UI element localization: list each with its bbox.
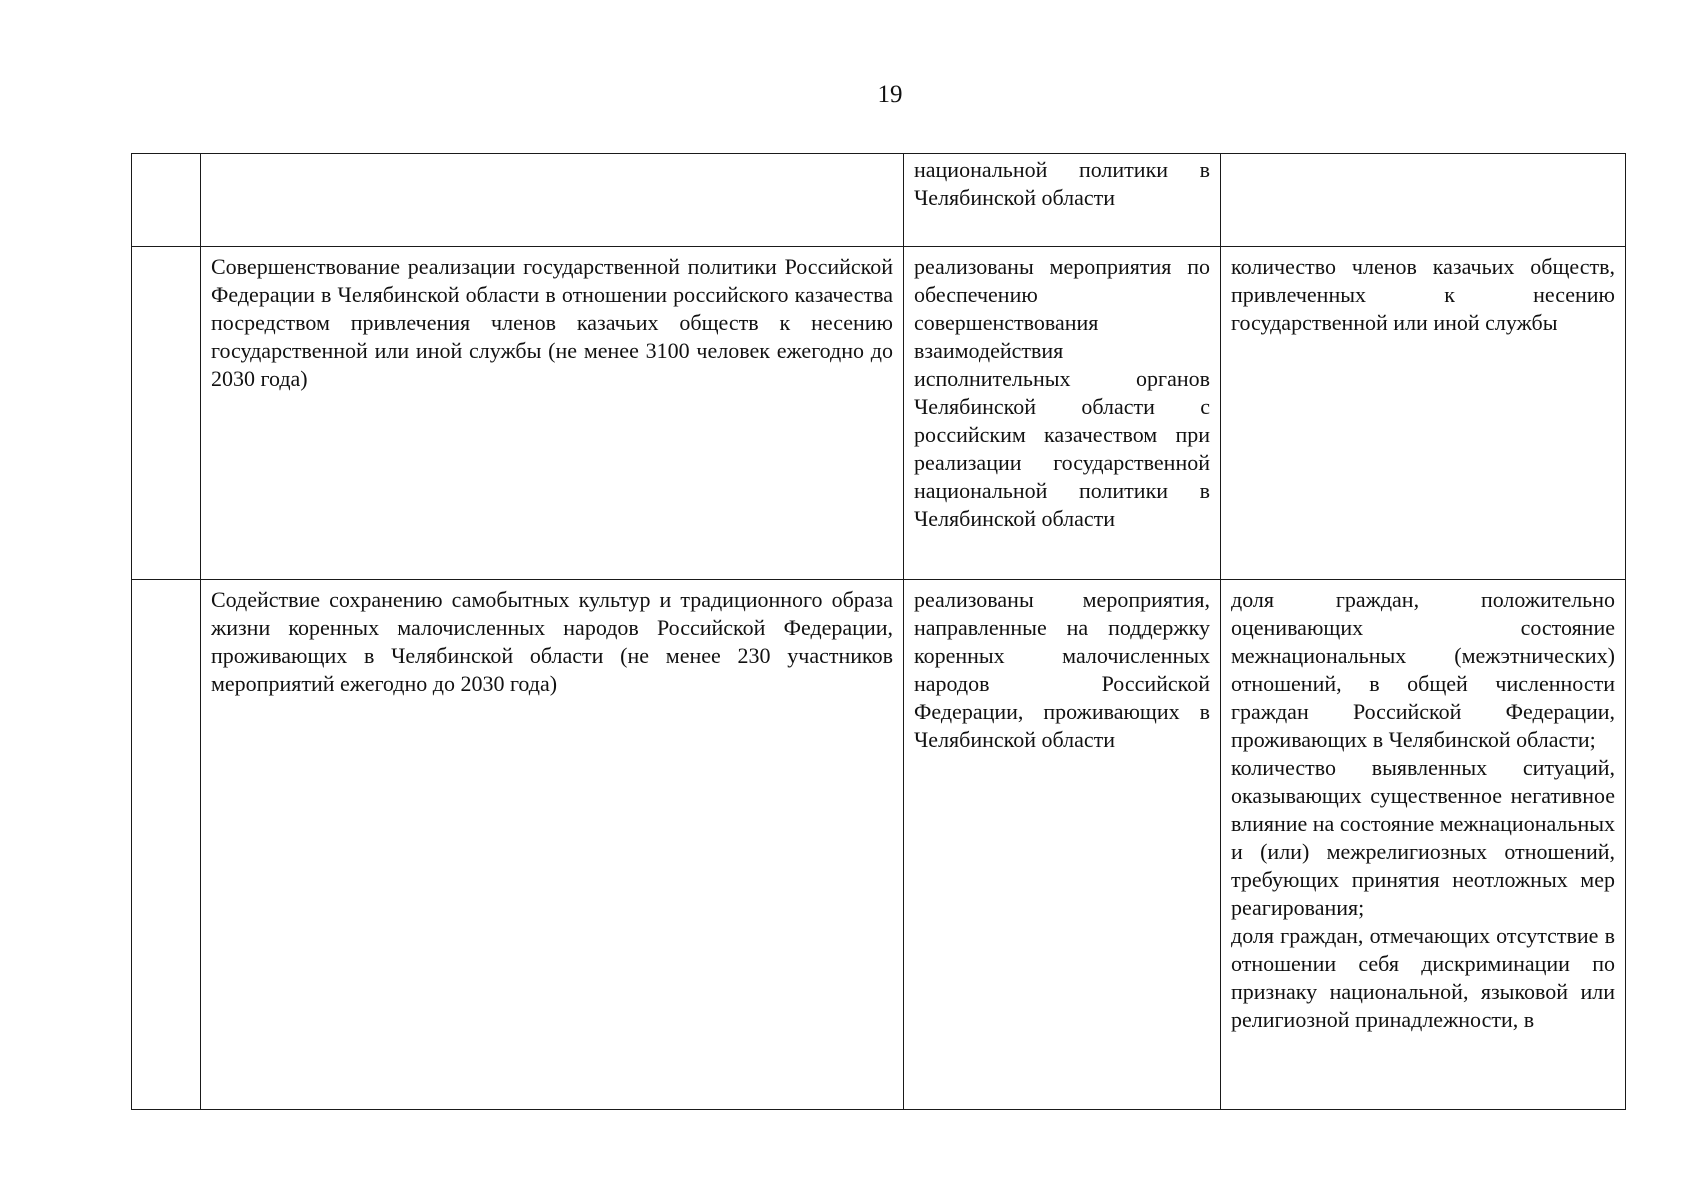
page-number: 19 [877, 81, 903, 108]
row-number-cell [132, 247, 201, 580]
result-cell [904, 247, 1221, 580]
result-cell [904, 154, 1221, 247]
indicator-text: доля граждан, отмечающих отсутствие в отношении себя дискриминации по признаку национальной, языковой или религиозной принадлежности, в [1231, 923, 1615, 1032]
goals-table [131, 153, 1626, 1110]
indicator-cell [1221, 154, 1626, 247]
goal-text: Совершенствование реализации государственной политики Российской Федерации в Челябинской области в отношении российского казачества посредством привлечения членов казачьих обществ к несению государственной или иной службы (не менее 3100 человек ежегодно до 2030 года) [211, 254, 893, 391]
goal-cell [201, 580, 904, 1110]
indicator-list [1231, 586, 1615, 1034]
indicator-text: доля граждан, положительно оценивающих состояние межнациональных (межэтнических) отношений, в общей численности граждан Российской Федерации, проживающих в Челябинской области; [1231, 587, 1615, 752]
goal-text: Содействие сохранению самобытных культур и традиционного образа жизни коренных малочисленных народов Российской Федерации, проживающих в Челябинской области (не менее 230 участников мероприятий ежегодно до 2030 года) [211, 587, 893, 696]
row-number-cell [132, 580, 201, 1110]
result-text: реализованы мероприятия, направленные на поддержку коренных малочисленных народов Российской Федерации, проживающих в Челябинской области [914, 587, 1210, 752]
goal-cell [201, 154, 904, 247]
result-cell [904, 580, 1221, 1110]
table-row [132, 247, 1626, 580]
indicator-text: количество членов казачьих обществ, привлеченных к несению государственной или иной службы [1231, 254, 1615, 335]
result-text: национальной политики в Челябинской области [914, 157, 1210, 210]
table-row [132, 580, 1626, 1110]
row-number-cell [132, 154, 201, 247]
indicator-cell [1221, 247, 1626, 580]
indicator-cell [1221, 580, 1626, 1110]
table-row [132, 154, 1626, 247]
indicator-text: количество выявленных ситуаций, оказывающих существенное негативное влияние на состояние межнациональных и (или) межрелигиозных отношений, требующих принятия неотложных мер реагирования; [1231, 755, 1615, 920]
goal-cell [201, 247, 904, 580]
result-text: реализованы мероприятия по обеспечению совершенствования взаимодействия исполнительных органов Челябинской области с российским казачеством при реализации государственной национальной политики в Челябинской области [914, 254, 1210, 531]
